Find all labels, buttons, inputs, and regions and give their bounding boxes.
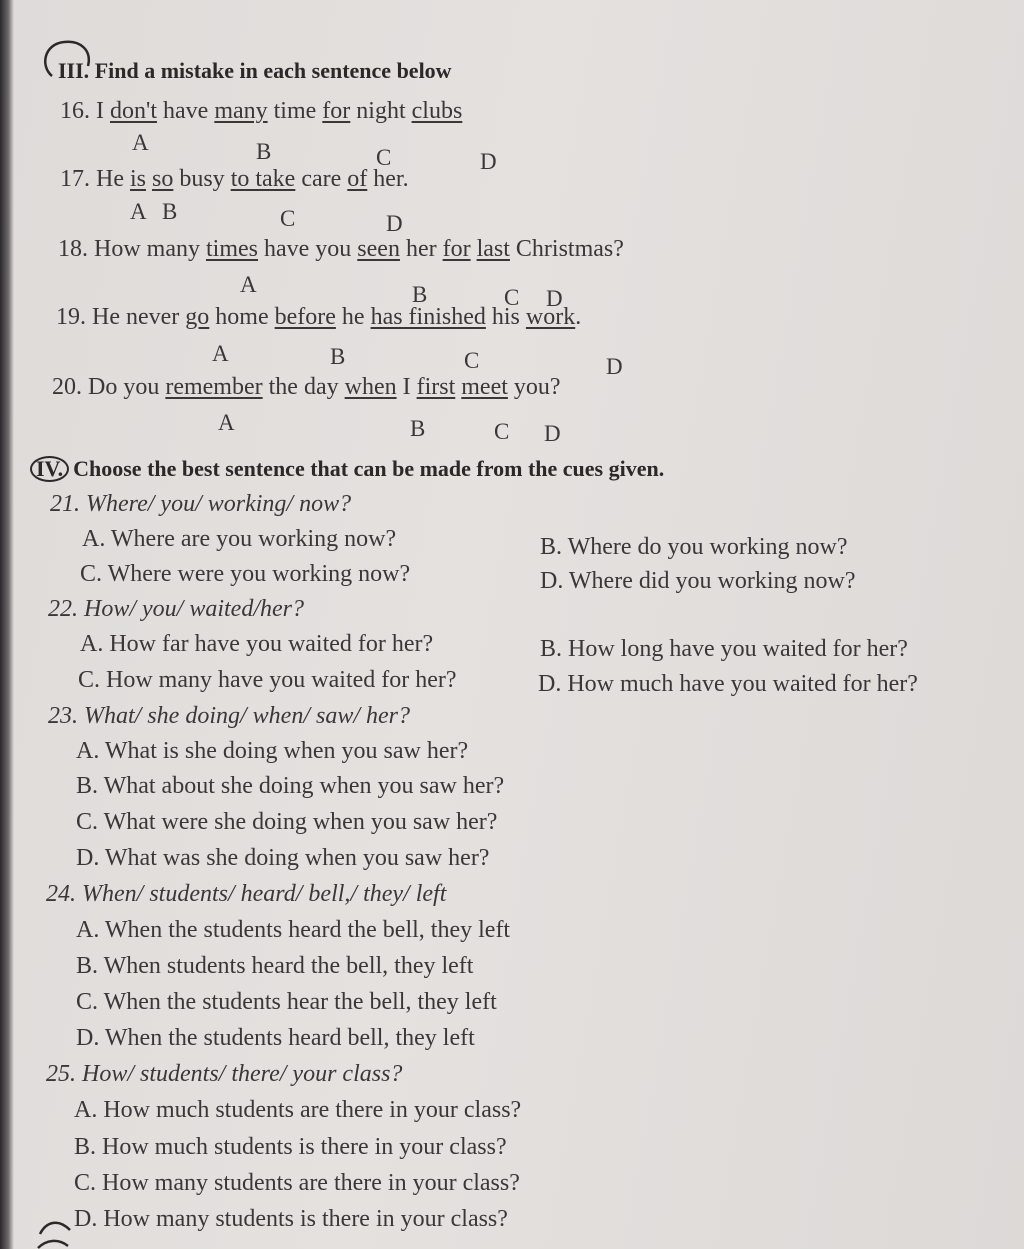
- option-letter: A: [240, 272, 257, 297]
- option-letter: C: [376, 145, 392, 170]
- section-4-heading: IV. Choose the best sentence that can be made from the cues given.: [30, 456, 664, 482]
- question-20: 20. Do you remember the day when I first meet you?: [52, 374, 561, 400]
- page-edge-shadow: [0, 0, 14, 1249]
- option-letter: A: [132, 130, 149, 155]
- option-letter: A: [212, 341, 229, 366]
- question-19: 19. He never go home before he has finished his work.: [56, 304, 582, 330]
- question-21-option-b: B. Where do you working now?: [540, 534, 848, 560]
- option-letter: C: [494, 419, 510, 444]
- question-24-option-b: B. When students heard the bell, they left: [76, 953, 474, 979]
- option-letter: A: [218, 410, 235, 435]
- option-letter: D: [546, 286, 563, 311]
- question-21-option-a: A. Where are you working now?: [82, 526, 397, 552]
- question-23-option-a: A. What is she doing when you saw her?: [76, 738, 469, 764]
- option-letter: D: [480, 149, 497, 174]
- question-23-option-d: D. What was she doing when you saw her?: [76, 845, 490, 871]
- question-25-option-d: D. How many students is there in your class?: [74, 1206, 508, 1232]
- question-23-cue: 23. What/ she doing/ when/ saw/ her?: [48, 703, 410, 729]
- option-letter: A: [130, 199, 147, 224]
- option-letter: C: [504, 285, 520, 310]
- option-letter: D: [386, 211, 403, 236]
- question-16: 16. I don't have many time for night clubs: [60, 98, 463, 124]
- question-17: 17. He is so busy to take care of her.: [60, 166, 409, 192]
- question-21-cue: 21. Where/ you/ working/ now?: [50, 491, 352, 517]
- question-22-option-c: C. How many have you waited for her?: [78, 667, 457, 693]
- question-22-cue: 22. How/ you/ waited/her?: [48, 596, 304, 622]
- option-letter: D: [606, 354, 623, 379]
- option-letter: B: [330, 344, 346, 369]
- option-letter: D: [544, 421, 561, 446]
- option-letter: B: [162, 199, 178, 224]
- pen-answer-mark: [36, 1212, 76, 1249]
- question-25-option-c: C. How many students are there in your class?: [74, 1170, 520, 1196]
- question-25-option-b: B. How much students is there in your class?: [74, 1134, 507, 1160]
- question-24-option-a: A. When the students heard the bell, they left: [76, 917, 511, 943]
- question-21-option-c: C. Where were you working now?: [80, 561, 411, 587]
- question-18: 18. How many times have you seen her for last Christmas?: [58, 236, 624, 262]
- question-22-option-a: A. How far have you waited for her?: [80, 631, 434, 657]
- question-22-option-b: B. How long have you waited for her?: [540, 636, 908, 662]
- question-23-option-c: C. What were she doing when you saw her?: [76, 809, 498, 835]
- section-4-numeral: IV.: [30, 456, 69, 482]
- question-22-option-d: D. How much have you waited for her?: [538, 671, 918, 697]
- question-21-option-d: D. Where did you working now?: [540, 568, 856, 594]
- question-24-option-d: D. When the students heard bell, they left: [76, 1025, 475, 1051]
- section-3-heading: III. Find a mistake in each sentence below: [58, 58, 452, 83]
- option-letter: B: [410, 416, 426, 441]
- option-letter: B: [412, 282, 428, 307]
- question-25-cue: 25. How/ students/ there/ your class?: [46, 1061, 403, 1087]
- question-25-option-a: A. How much students are there in your class?: [74, 1097, 522, 1123]
- question-24-cue: 24. When/ students/ heard/ bell,/ they/ left: [46, 881, 447, 907]
- option-letter: C: [464, 348, 480, 373]
- option-letter: B: [256, 139, 272, 164]
- option-letter: C: [280, 206, 296, 231]
- question-24-option-c: C. When the students hear the bell, they left: [76, 989, 497, 1015]
- question-23-option-b: B. What about she doing when you saw her?: [76, 773, 505, 799]
